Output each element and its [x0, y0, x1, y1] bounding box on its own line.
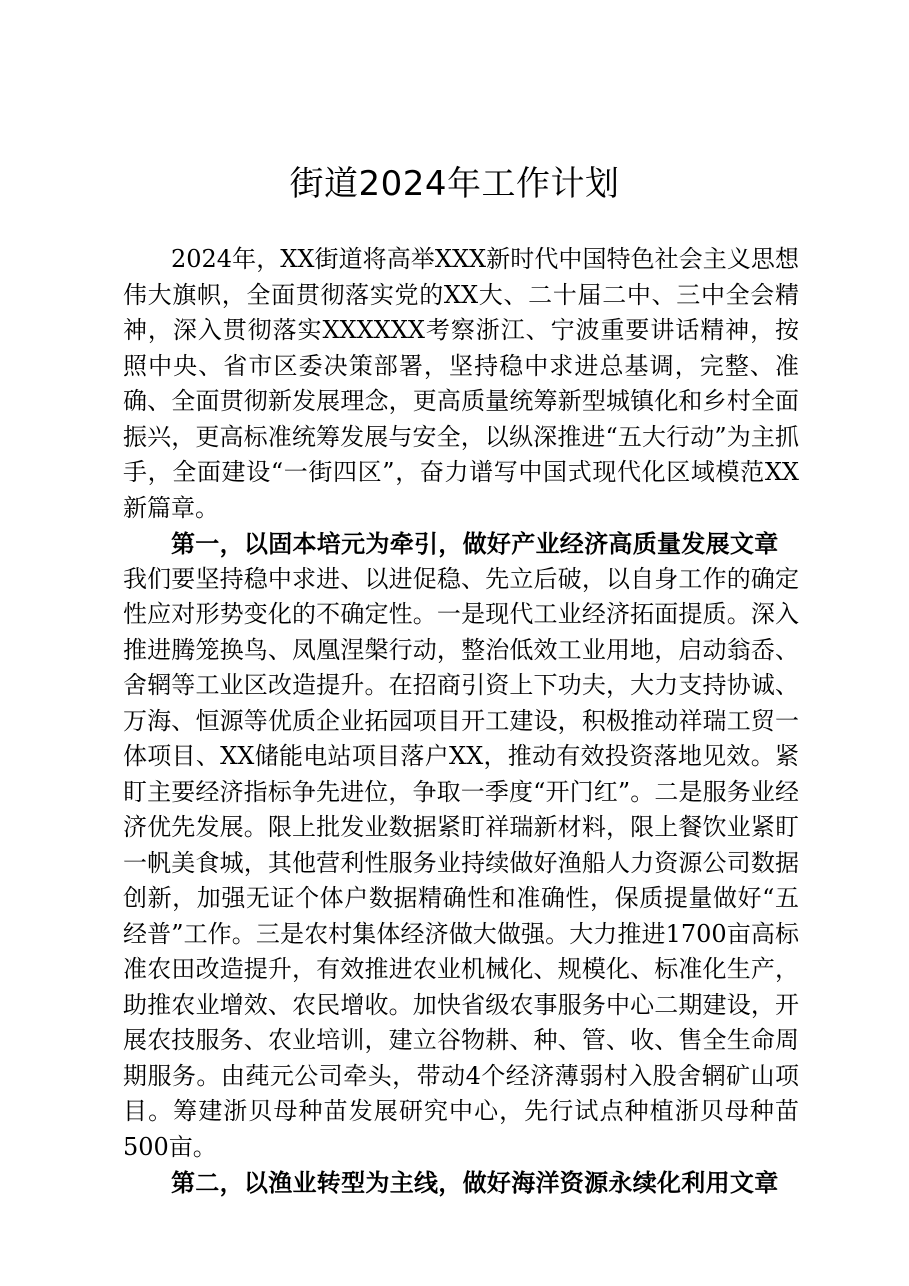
document-body — [123, 242, 799, 1201]
section-paragraph-1: 我们要坚持稳中求进、以进促稳、先立后破，以自身工作的确定性应对形势变化的不确定性。一是现代工业经济拓面提质。深入推进腾笼换鸟、凤凰涅槃行动，整治低效工业用地，启动翁岙、舍辋等工业区改造提升。在招商引资上下功夫，大力支持协诚、万海、恒源等优质企业拓园项目开工建设，积极推动祥瑞工贸一体项目、XX储能电站项目落户XX，推动有效投资落地见效。紧盯主要经济指标争先进位，争取一季度“开门红”。二是服务业经济优先发展。限上批发业数据紧盯祥瑞新材料，限上餐饮业紧盯一帆美食城，其他营利性服务业持续做好渔船人力资源公司数据创新，加强无证个体户数据精确性和准确性，保质提量做好“五经普”工作。三是农村集体经济做大做强。大力推进1700亩高标准农田改造提升，有效推进农业机械化、规模化、标准化生产，助推农业增效、农民增收。加快省级农事服务中心二期建设，开展农技服务、农业培训，建立谷物耕、种、管、收、售全生命周期服务。由莼元公司牵头，带动4个经济薄弱村入股舍辋矿山项目。筹建浙贝母种苗发展研究中心，先行试点种植浙贝母种苗500亩。 — [123, 564, 799, 1161]
section-heading-2: 第二，以渔业转型为主线，做好海洋资源永续化利用文章 — [171, 1168, 779, 1197]
section-heading-1: 第一，以固本培元为牵引，做好产业经济高质量发展文章 — [171, 529, 779, 558]
document-title: 街道2024年工作计划 — [289, 164, 620, 204]
intro-paragraph: 2024年，XX街道将高举XXX新时代中国特色社会主义思想伟大旗帜，全面贯彻落实党的XX大、二十届二中、三中全会精神，深入贯彻落实XXXXXX考察浙江、宁波重要讲话精神，按照中央、省市区委决策部署，坚持稳中求进总基调，完整、准确、全面贯彻新发展理念，更高质量统筹新型城镇化和乡村全面振兴，更高标准统筹发展与安全，以纵深推进“五大行动”为主抓手，全面建设“一街四区”，奋力谱写中国式现代化区域模范XX新篇章。 — [123, 245, 799, 522]
